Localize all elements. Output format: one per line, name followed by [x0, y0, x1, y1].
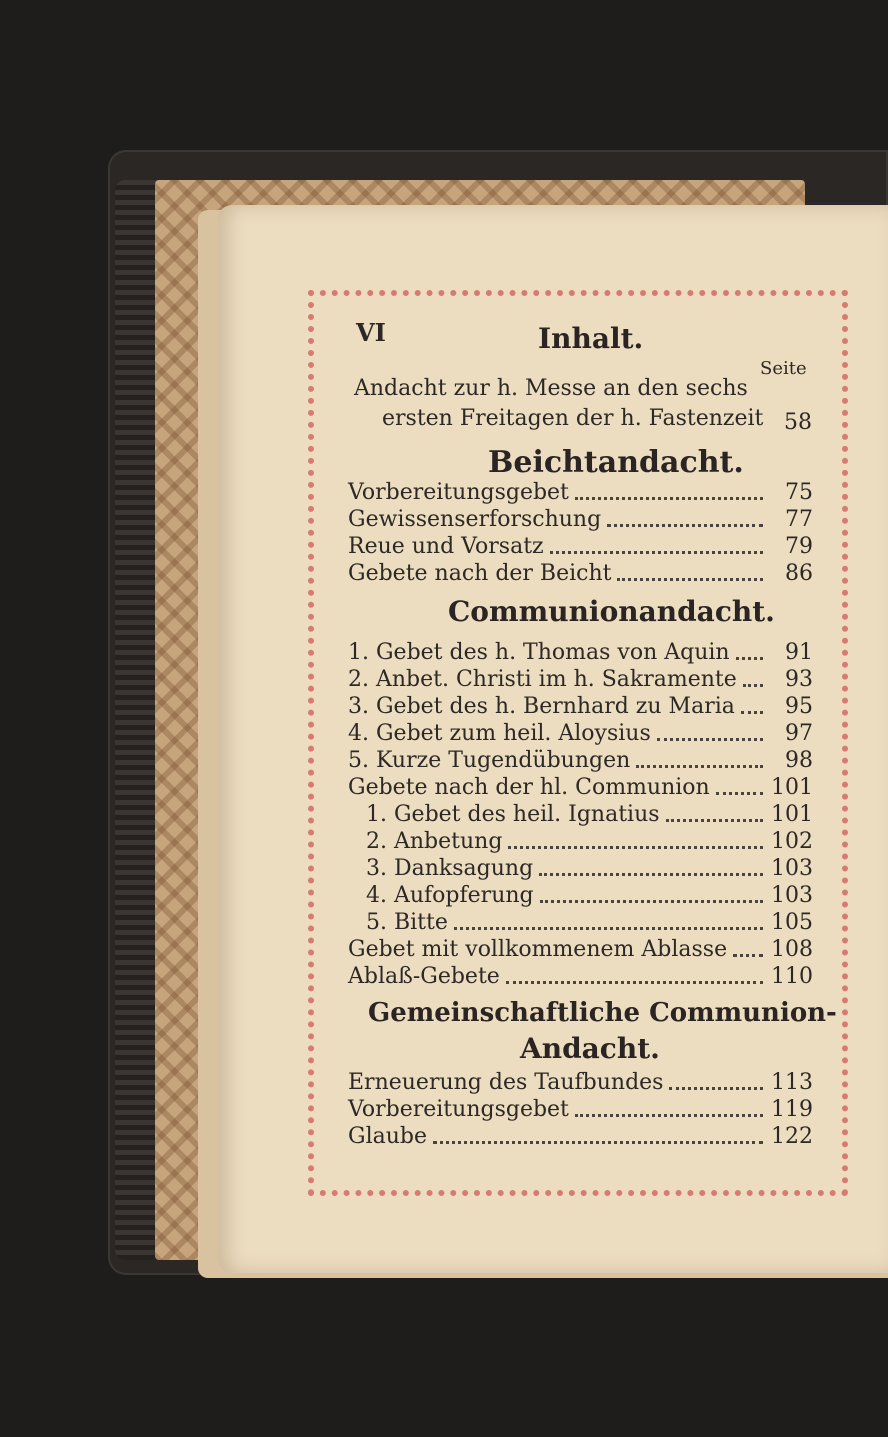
dot-leader — [736, 657, 763, 660]
section-heading: Beichtandacht. — [488, 445, 744, 480]
dot-leader — [733, 954, 763, 957]
toc-entry-page: 93 — [785, 667, 813, 692]
toc-entry-label: Ablaß-Gebete — [348, 964, 500, 989]
column-label: Seite — [760, 358, 807, 379]
toc-entry-label: Reue und Vorsatz — [348, 534, 544, 559]
toc-entry-label: 2. Anbetung — [366, 829, 503, 854]
toc-entry-page: 122 — [771, 1124, 813, 1149]
toc-entry-page: 102 — [771, 829, 813, 854]
toc-entry-page: 110 — [771, 964, 813, 989]
toc-entry-label: 1. Gebet des heil. Ignatius — [366, 802, 660, 827]
toc-entry-label: Erneuerung des Taufbundes — [348, 1070, 664, 1095]
dot-leader — [657, 738, 763, 741]
toc-entry — [366, 802, 813, 828]
dot-leader — [550, 551, 763, 554]
dot-leader — [540, 900, 763, 903]
toc-entry — [348, 507, 813, 533]
dot-leader — [575, 1114, 763, 1117]
section-heading: Gemeinschaftliche Communion- — [368, 998, 837, 1028]
toc-entry-page: 113 — [771, 1070, 813, 1095]
toc-entry-label: 1. Gebet des h. Thomas von Aquin — [348, 640, 730, 665]
toc-entry — [348, 561, 813, 587]
toc-entry-label: 2. Anbet. Christi im h. Sakramente — [348, 667, 737, 692]
toc-entry-label: Vorbereitungsgebet — [348, 480, 569, 505]
toc-entry — [348, 1097, 813, 1123]
toc-entry — [348, 964, 813, 990]
table-of-contents — [348, 310, 837, 1180]
dot-leader — [506, 981, 763, 984]
dot-leader — [617, 578, 763, 581]
dot-leader — [716, 792, 763, 795]
toc-entry-page: 77 — [785, 507, 813, 532]
toc-entry-label: Gebet mit vollkommenem Ablasse — [348, 937, 728, 962]
toc-entry-page: 95 — [785, 694, 813, 719]
toc-entry — [348, 1124, 813, 1150]
toc-entry — [348, 937, 813, 963]
toc-entry — [348, 1070, 813, 1096]
page-title: Inhalt. — [538, 322, 644, 355]
toc-entry-page: 86 — [785, 561, 813, 586]
toc-entry-page: 108 — [771, 937, 813, 962]
section-heading: Communionandacht. — [448, 595, 775, 628]
intro-entry-line1: Andacht zur h. Messe an den sechs — [354, 376, 748, 401]
dot-leader — [741, 711, 763, 714]
toc-entry — [348, 748, 813, 774]
page-number-roman: VI — [356, 318, 386, 347]
toc-entry-label: 5. Bitte — [366, 910, 448, 935]
toc-entry — [348, 667, 813, 693]
toc-entry — [366, 829, 813, 855]
dot-leader — [433, 1141, 763, 1144]
dot-leader — [743, 684, 763, 687]
dot-leader — [666, 819, 763, 822]
toc-entry-label: 3. Danksagung — [366, 856, 534, 881]
toc-entry-page: 79 — [785, 534, 813, 559]
toc-entry-page: 91 — [785, 640, 813, 665]
dot-leader — [539, 873, 763, 876]
toc-entry — [366, 910, 813, 936]
toc-entry — [348, 775, 813, 801]
toc-entry-label: Gebete nach der Beicht — [348, 561, 612, 586]
toc-entry — [366, 856, 813, 882]
intro-entry-line2: ersten Freitagen der h. Fastenzeit — [382, 406, 764, 431]
toc-entry — [348, 640, 813, 666]
toc-entry — [366, 883, 813, 909]
dot-leader — [607, 524, 763, 527]
toc-entry — [348, 694, 813, 720]
toc-entry-page: 75 — [785, 480, 813, 505]
dot-leader — [454, 927, 763, 930]
toc-entry-label: Glaube — [348, 1124, 427, 1149]
toc-entry-page: 103 — [771, 883, 813, 908]
toc-entry-label: 5. Kurze Tugendübungen — [348, 748, 631, 773]
dot-leader — [636, 765, 763, 768]
toc-entry-page: 103 — [771, 856, 813, 881]
dot-leader — [508, 846, 763, 849]
toc-entry-page: 98 — [785, 748, 813, 773]
toc-entry — [348, 721, 813, 747]
toc-entry — [348, 534, 813, 560]
toc-entry-page: 101 — [771, 802, 813, 827]
dot-leader — [575, 497, 763, 500]
toc-entry-label: 3. Gebet des h. Bernhard zu Maria — [348, 694, 735, 719]
toc-entry-page: 105 — [771, 910, 813, 935]
toc-entry — [348, 480, 813, 506]
toc-entry-label: Gebete nach der hl. Communion — [348, 775, 710, 800]
section-heading-continued: Andacht. — [520, 1032, 660, 1065]
toc-entry-label: Gewissenserforschung — [348, 507, 602, 532]
toc-entry-label: 4. Gebet zum heil. Aloysius — [348, 721, 651, 746]
dot-leader — [669, 1087, 763, 1090]
toc-entry-label: 4. Aufopferung — [366, 883, 534, 908]
intro-entry-page: 58 — [784, 410, 812, 435]
toc-entry-page: 97 — [785, 721, 813, 746]
toc-entry-page: 101 — [771, 775, 813, 800]
toc-entry-label: Vorbereitungsgebet — [348, 1097, 569, 1122]
toc-entry-page: 119 — [771, 1097, 813, 1122]
